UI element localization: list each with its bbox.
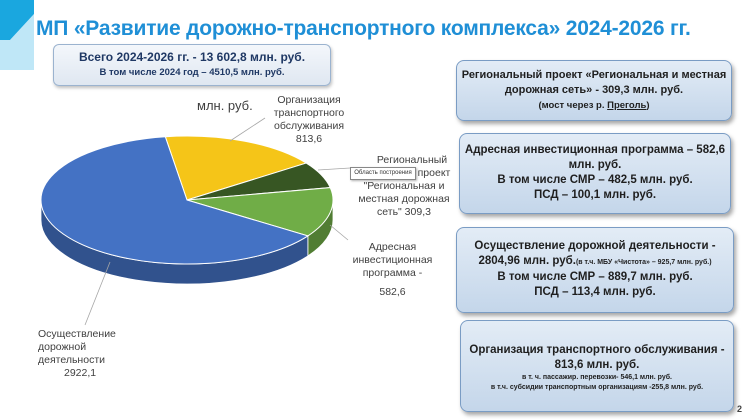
label-regional-project: Региональный проект "Региональная и местная дорожная сеть" 309,3 [358,154,451,218]
total-line-1: Всего 2024-2026 гг. - 13 602,8 млн. руб. [78,50,306,64]
label-road-activity: Осуществление дорожной деятельности 2922,1 [38,328,116,379]
leader-line-osu [85,262,110,325]
card-regional-project: Региональный проект «Региональная и местная дорожная сеть» - 309,3 млн. руб. (мост через р. Преголь) [456,60,732,121]
leader-line-org [230,118,265,141]
leader-line-adr [330,225,348,240]
label-org-transport: Организация транспортного обслуживания 813,6 [273,94,345,145]
label-address-program: Адресная инвестиционная программа - 582,6 [352,241,433,298]
plot-area-tooltip: Область построения [350,167,416,180]
card-address-program: Адресная инвестиционная программа – 582,6 млн. руб. В том числе СМР – 482,5 млн. руб. ПСД – 100,1 млн. руб. [459,133,731,214]
unit-label: млн. руб. [197,98,253,113]
card-road-activity: Осуществление дорожной деятельности - 2804,96 млн. руб.(в т.ч. МБУ «Чистота» – 925,7 млн. руб.) В том числе СМР – 889,7 млн. руб. ПСД – 113,4 млн. руб. [456,227,734,313]
total-line-2: В том числе 2024 год – 4510,5 млн. руб. [99,67,285,78]
card-transport-service: Организация транспортного обслуживания - 813,6 млн. руб. в т. ч. пассажир. перевозки- 546,1 млн. руб. в т.ч. субсидии транспортным организациям -255,8 млн. руб. [460,320,734,412]
page-title: МП «Развитие дорожно-транспортного комплекса» 2024-2026 гг. [36,17,691,40]
leader-line-reg [318,168,350,170]
page-number: 2 [737,404,743,414]
